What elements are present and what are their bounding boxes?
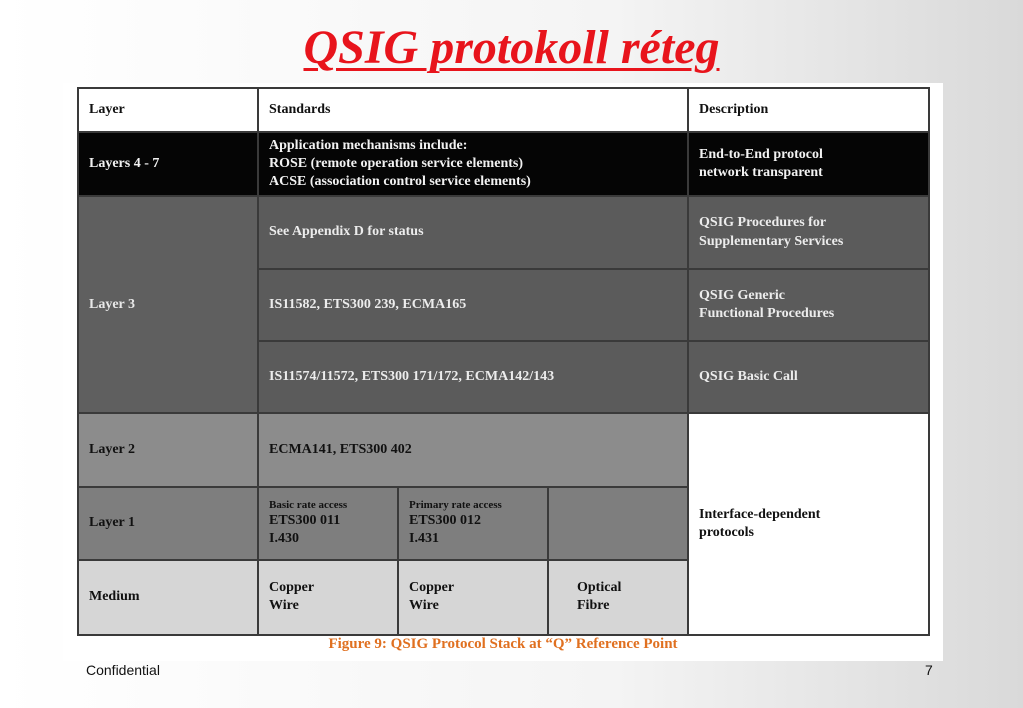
figure-panel [63,83,943,661]
medium-copper-wire-2: Copper Wire [398,560,548,635]
layer-2-label: Layer 2 [78,413,258,487]
basic-rate-access-cell: Basic rate access ETS300 011 I.430 [258,487,398,559]
layer-1-label: Layer 1 [78,487,258,559]
layer-3-row-1 [78,196,929,268]
layer-3-standards-1: See Appendix D for status [258,196,688,268]
header-layer: Layer [78,88,258,132]
primary-rate-access-cell: Primary rate access ETS300 012 I.431 [398,487,548,559]
layer-3-standards-3: IS11574/11572, ETS300 171/172, ECMA142/143 [258,341,688,413]
figure-caption: Figure 9: QSIG Protocol Stack at “Q” Reference Point [328,636,678,652]
footer-confidential: Confidential [86,662,160,678]
layer-3-description-1: QSIG Procedures for Supplementary Services [688,196,929,268]
medium-copper-wire-1: Copper Wire [258,560,398,635]
layer-2-row [78,413,929,487]
interface-dependent-description: Interface-dependent protocols [688,413,929,635]
layer-2-standards: ECMA141, ETS300 402 [258,413,688,487]
layer-3-description-3: QSIG Basic Call [688,341,929,413]
medium-label: Medium [78,560,258,635]
header-standards: Standards [258,88,688,132]
header-row [78,88,929,132]
layer-3-standards-2: IS11582, ETS300 239, ECMA165 [258,269,688,341]
layers-4-7-description: End-to-End protocol network transparent [688,132,929,196]
header-description: Description [688,88,929,132]
layer-1-empty-cell [548,487,688,559]
layer-3-label: Layer 3 [78,196,258,413]
layers-4-7-row [78,132,929,196]
medium-optical-fibre: Optical Fibre [548,560,688,635]
protocol-stack-table [77,87,930,636]
layer-3-description-2: QSIG Generic Functional Procedures [688,269,929,341]
slide-title: QSIG protokoll réteg [303,21,720,74]
layers-4-7-label: Layers 4 - 7 [78,132,258,196]
page-number: 7 [925,662,933,678]
layers-4-7-standards: Application mechanisms include: ROSE (remote operation service elements) ACSE (association control service elements) [258,132,688,196]
